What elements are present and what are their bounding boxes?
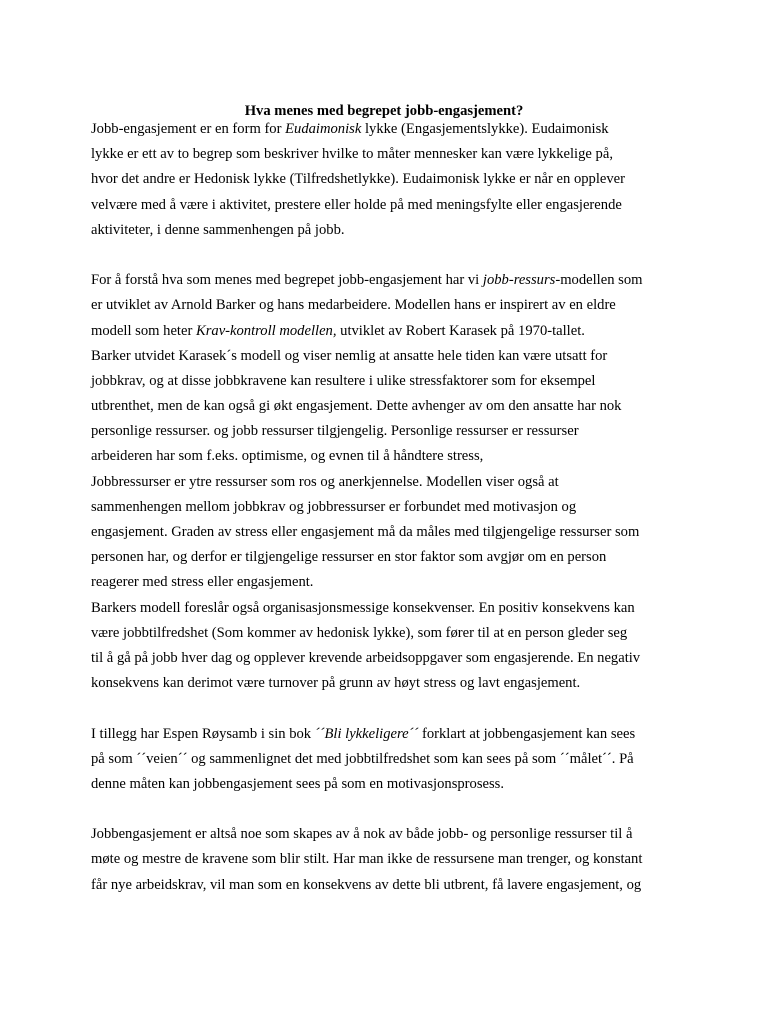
text-line: lykke er ett av to begrep som beskriver hvilke to måter mennesker kan være lykkelige på, xyxy=(91,146,613,163)
text-line: hvor det andre er Hedonisk lykke (Tilfredshetlykke). Eudaimonisk lykke er når en opplever xyxy=(91,171,626,188)
text-line: Barkers modell foreslår også organisasjonsmessige konsekvenser. En positiv konsekvens kan xyxy=(91,599,635,616)
paragraph-roysamb xyxy=(91,722,691,798)
text-line: konsekvens kan derimot være turnover på grunn av høyt stress og lavt engasjement. xyxy=(91,675,581,692)
text-line: personen har, og derfor er tilgjengelige ressurser en stor faktor som avgjør om en person xyxy=(91,549,607,566)
text-line: får nye arbeidskrav, vil man som en konsekvens av dette bli utbrent, få lavere engasjement, og xyxy=(91,876,642,893)
document-body xyxy=(91,117,691,898)
paragraph-spacer xyxy=(91,696,691,721)
paragraph-eudaimonisk xyxy=(91,117,691,243)
text-line: personlige ressurser. og jobb ressurser tilgjengelig. Personlige ressurser er ressurser xyxy=(91,423,579,440)
text-line: utbrenthet, men de kan også gi økt engasjement. Dette avhenger av om den ansatte har nok xyxy=(91,398,622,415)
text-line: på som ´´veien´´ og sammenlignet det med jobbtilfredshet som kan sees på som ´´målet´´. På xyxy=(91,750,634,767)
text-line: Jobb-engasjement er en form for Eudaimonisk lykke (Engasjementslykke). Eudaimonisk xyxy=(91,121,609,137)
text-line: engasjement. Graden av stress eller engasjement må da måles med tilgjengelige ressurser som xyxy=(91,524,640,540)
paragraph-jobb-ressurs-modellen xyxy=(91,268,691,696)
text-line: Barker utvidet Karasek´s modell og viser nemlig at ansatte hele tiden kan være utsatt for xyxy=(91,347,608,364)
text-line: denne måten kan jobbengasjement sees på som en motivasjonsprosess. xyxy=(91,775,504,792)
text-line: være jobbtilfredshet (Som kommer av hedonisk lykke), som fører til at en person gleder seg xyxy=(91,624,628,641)
text-line: jobbkrav, og at disse jobbkravene kan resultere i ulike stressfaktorer som for eksempel xyxy=(91,372,596,389)
text-line: arbeideren har som f.eks. optimisme, og evnen til å håndtere stress, xyxy=(91,448,484,465)
text-line: sammenhengen mellom jobbkrav og jobbressurser er forbundet med motivasjon og xyxy=(91,498,577,515)
text-line: I tillegg har Espen Røysamb i sin bok ´´Bli lykkeligere´´ forklart at jobbengasjement kan sees xyxy=(91,725,636,742)
paragraph-spacer xyxy=(91,243,691,268)
text-line: Jobbressurser er ytre ressurser som ros og anerkjennelse. Modellen viser også at xyxy=(91,473,559,490)
text-line: Jobbengasjement er altså noe som skapes av å nok av både jobb- og personlige ressurser til å xyxy=(91,826,633,843)
paragraph-spacer xyxy=(91,797,691,822)
text-line: til å gå på jobb hver dag og opplever krevende arbeidsoppgaver som engasjerende. En negativ xyxy=(91,649,641,666)
text-line: er utviklet av Arnold Barker og hans medarbeidere. Modellen hans er inspirert av en eldre xyxy=(91,297,616,314)
text-line: møte og mestre de kravene som blir stilt. Har man ikke de ressursene man trenger, og konstant xyxy=(91,851,643,868)
document-title: Hva menes med begrepet jobb-engasjement? xyxy=(244,103,524,119)
text-line: aktiviteter, i denne sammenhengen på jobb. xyxy=(91,221,345,238)
text-line: velvære med å være i aktivitet, prestere eller holde på med meningsfylte eller engasjerende xyxy=(91,196,622,213)
text-line: modell som heter Krav-kontroll modellen, utviklet av Robert Karasek på 1970-tallet. xyxy=(91,322,585,339)
paragraph-conclusion xyxy=(91,822,691,898)
text-line: reagerer med stress eller engasjement. xyxy=(91,574,314,591)
text-line: For å forstå hva som menes med begrepet jobb-engasjement har vi jobb-ressurs-modellen som xyxy=(91,272,643,289)
